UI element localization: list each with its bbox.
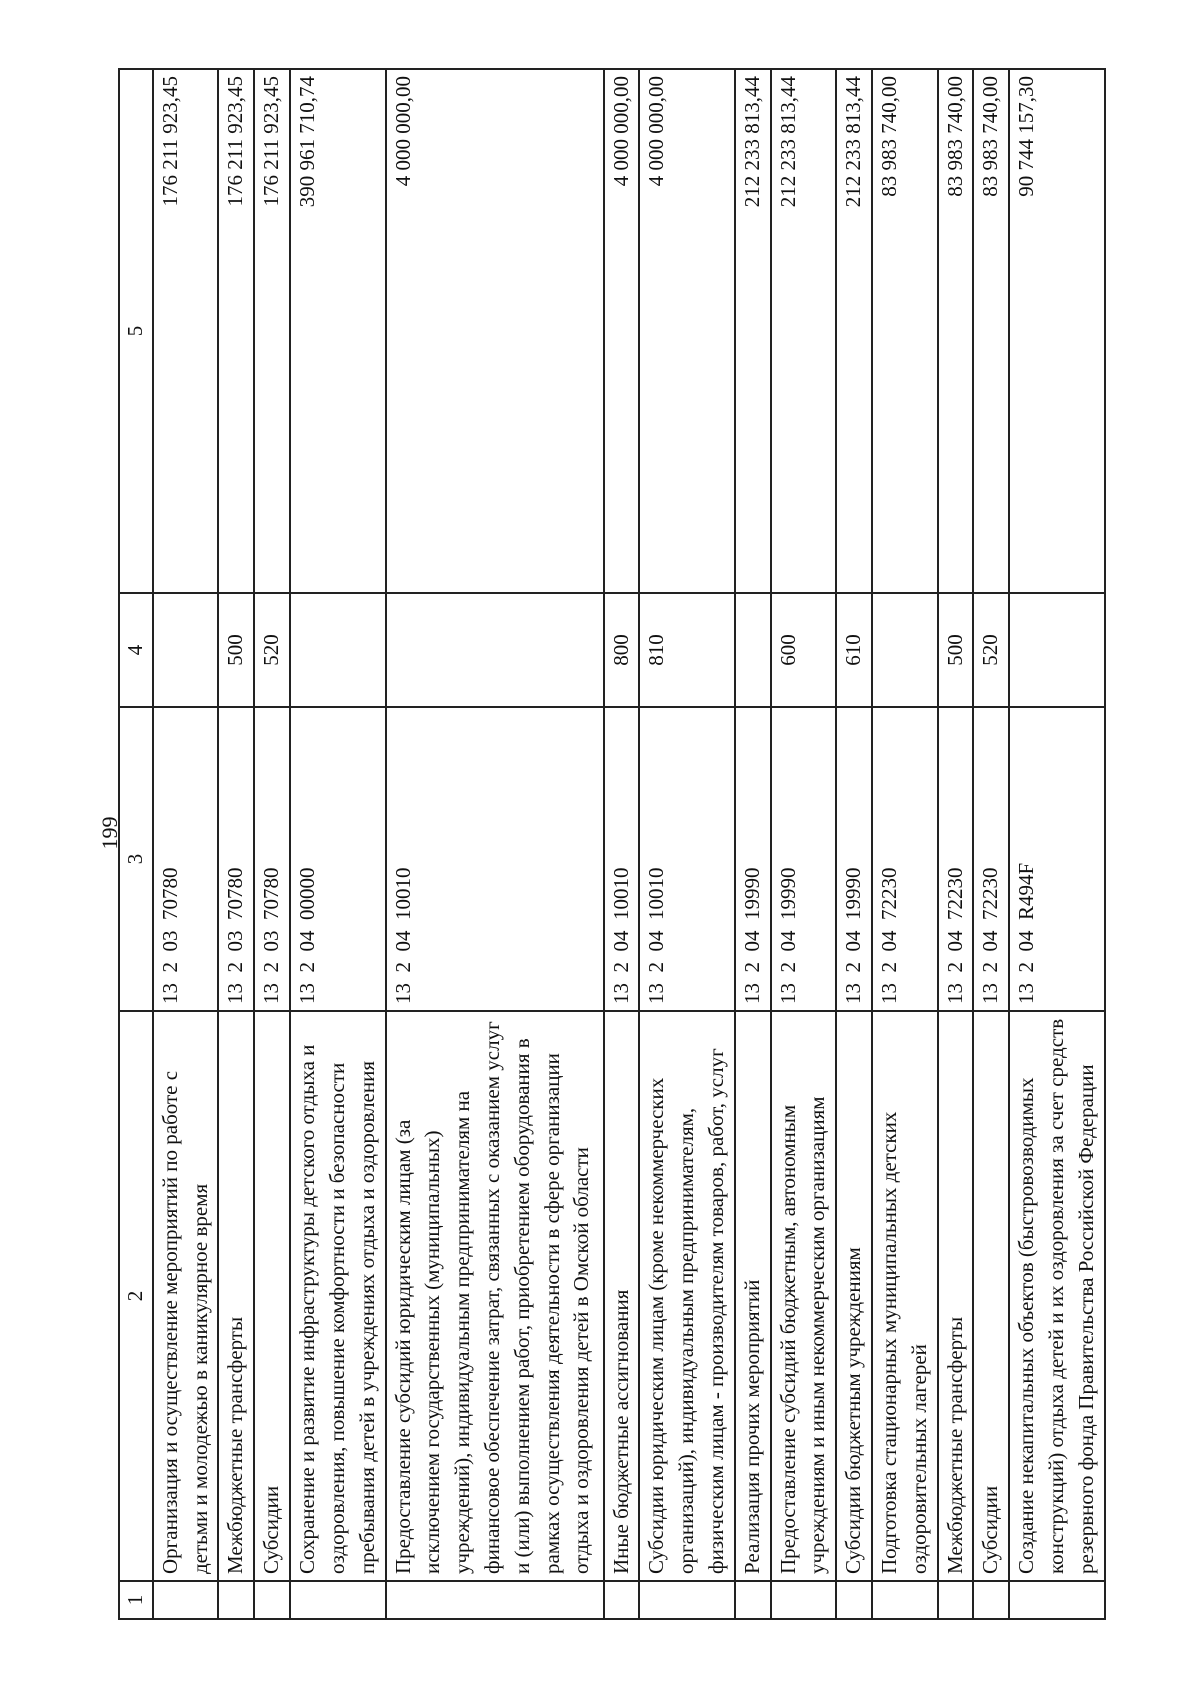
row-name-cell: Субсидии бюджетным учреждениям: [836, 1011, 872, 1581]
row-number-cell: [639, 1581, 734, 1619]
row-number-cell: [290, 1581, 385, 1619]
row-code-cell: 13 2 04 19990: [735, 707, 771, 1011]
table-row: [771, 69, 837, 1619]
header-col-1: 1: [119, 1581, 153, 1619]
row-number-cell: [872, 1581, 938, 1619]
row-amount-cell: 4 000 000,00: [386, 69, 604, 593]
row-code-cell: 13 2 04 72230: [872, 707, 938, 1011]
row-kvr-cell: [1009, 593, 1104, 707]
row-kvr-cell: 500: [938, 593, 974, 707]
row-kvr-cell: [735, 593, 771, 707]
row-code-cell: 13 2 04 19990: [836, 707, 872, 1011]
row-kvr-cell: 520: [254, 593, 290, 707]
row-name-cell: Иные бюджетные ассигнования: [604, 1011, 640, 1581]
row-number-cell: [836, 1581, 872, 1619]
row-code-cell: 13 2 04 72230: [938, 707, 974, 1011]
header-row: [119, 69, 153, 1619]
row-amount-cell: 212 233 813,44: [771, 69, 837, 593]
table-row: [386, 69, 604, 1619]
header-col-2: 2: [119, 1011, 153, 1581]
budget-table: [118, 68, 1106, 1620]
row-code-cell: 13 2 04 R494F: [1009, 707, 1104, 1011]
table-row: [938, 69, 974, 1619]
header-col-3: 3: [119, 707, 153, 1011]
row-number-cell: [735, 1581, 771, 1619]
row-name-cell: Реализация прочих мероприятий: [735, 1011, 771, 1581]
table-row: [973, 69, 1009, 1619]
row-number-cell: [938, 1581, 974, 1619]
table-row: [254, 69, 290, 1619]
table-row: [218, 69, 254, 1619]
row-name-cell: Предоставление субсидий бюджетным, автономным учреждениям и иным некоммерческим организациям: [771, 1011, 837, 1581]
row-name-cell: Подготовка стационарных муниципальных детских оздоровительных лагерей: [872, 1011, 938, 1581]
row-number-cell: [604, 1581, 640, 1619]
row-number-cell: [1009, 1581, 1104, 1619]
table-row: [604, 69, 640, 1619]
table-row: [1009, 69, 1104, 1619]
row-kvr-cell: 600: [771, 593, 837, 707]
row-number-cell: [973, 1581, 1009, 1619]
row-kvr-cell: 610: [836, 593, 872, 707]
row-number-cell: [386, 1581, 604, 1619]
row-code-cell: 13 2 04 10010: [639, 707, 734, 1011]
table-row: [153, 69, 219, 1619]
row-amount-cell: 176 211 923,45: [218, 69, 254, 593]
table-row: [735, 69, 771, 1619]
row-code-cell: 13 2 03 70780: [153, 707, 219, 1011]
row-amount-cell: 176 211 923,45: [254, 69, 290, 593]
table-row: [836, 69, 872, 1619]
row-name-cell: Субсидии: [254, 1011, 290, 1581]
row-name-cell: Сохранение и развитие инфраструктуры детского отдыха и оздоровления, повышение комфортности и безопасности пребывания детей в учреждениях отдыха и оздоровления: [290, 1011, 385, 1581]
row-name-cell: Межбюджетные трансферты: [218, 1011, 254, 1581]
row-amount-cell: 90 744 157,30: [1009, 69, 1104, 593]
header-col-4: 4: [119, 593, 153, 707]
table-row: [290, 69, 385, 1619]
table-row: [639, 69, 734, 1619]
row-code-cell: 13 2 03 70780: [254, 707, 290, 1011]
row-kvr-cell: 800: [604, 593, 640, 707]
header-col-5: 5: [119, 69, 153, 593]
row-code-cell: 13 2 03 70780: [218, 707, 254, 1011]
rotated-page-content: [118, 70, 1098, 1620]
row-code-cell: 13 2 04 19990: [771, 707, 837, 1011]
table-row: [872, 69, 938, 1619]
row-kvr-cell: [153, 593, 219, 707]
row-amount-cell: 212 233 813,44: [735, 69, 771, 593]
row-code-cell: 13 2 04 10010: [604, 707, 640, 1011]
row-amount-cell: 4 000 000,00: [604, 69, 640, 593]
row-code-cell: 13 2 04 10010: [386, 707, 604, 1011]
page-number: 199: [97, 816, 122, 850]
row-name-cell: Предоставление субсидий юридическим лицам (за исключением государственных (муниципальных) учреждений), индивидуальным предпринимателям на финансовое обеспечение затрат, связанных с оказанием услуг и (или) выполнением работ, приобретением оборудования в рамках осуществления деятельности в сфере организации отдыха и оздоровления детей в Омской области: [386, 1011, 604, 1581]
row-number-cell: [153, 1581, 219, 1619]
row-name-cell: Организация и осуществление мероприятий по работе с детьми и молодежью в каникулярное время: [153, 1011, 219, 1581]
row-number-cell: [218, 1581, 254, 1619]
row-name-cell: Создание некапитальных объектов (быстровозводимых конструкций) отдыха детей и их оздоровления за счет средств резервного фонда Правительства Российской Федерации: [1009, 1011, 1104, 1581]
row-amount-cell: 4 000 000,00: [639, 69, 734, 593]
row-kvr-cell: 500: [218, 593, 254, 707]
row-name-cell: Межбюджетные трансферты: [938, 1011, 974, 1581]
row-amount-cell: 83 983 740,00: [973, 69, 1009, 593]
row-kvr-cell: [290, 593, 385, 707]
row-number-cell: [254, 1581, 290, 1619]
row-amount-cell: 83 983 740,00: [872, 69, 938, 593]
row-kvr-cell: [872, 593, 938, 707]
row-kvr-cell: 520: [973, 593, 1009, 707]
row-amount-cell: 83 983 740,00: [938, 69, 974, 593]
row-amount-cell: 212 233 813,44: [836, 69, 872, 593]
row-name-cell: Субсидии юридическим лицам (кроме некоммерческих организаций), индивидуальным предпринимателям, физическим лицам - производителям товаров, работ, услуг: [639, 1011, 734, 1581]
row-kvr-cell: [386, 593, 604, 707]
row-number-cell: [771, 1581, 837, 1619]
row-amount-cell: 390 961 710,74: [290, 69, 385, 593]
row-amount-cell: 176 211 923,45: [153, 69, 219, 593]
row-kvr-cell: 810: [639, 593, 734, 707]
row-code-cell: 13 2 04 00000: [290, 707, 385, 1011]
row-name-cell: Субсидии: [973, 1011, 1009, 1581]
row-code-cell: 13 2 04 72230: [973, 707, 1009, 1011]
